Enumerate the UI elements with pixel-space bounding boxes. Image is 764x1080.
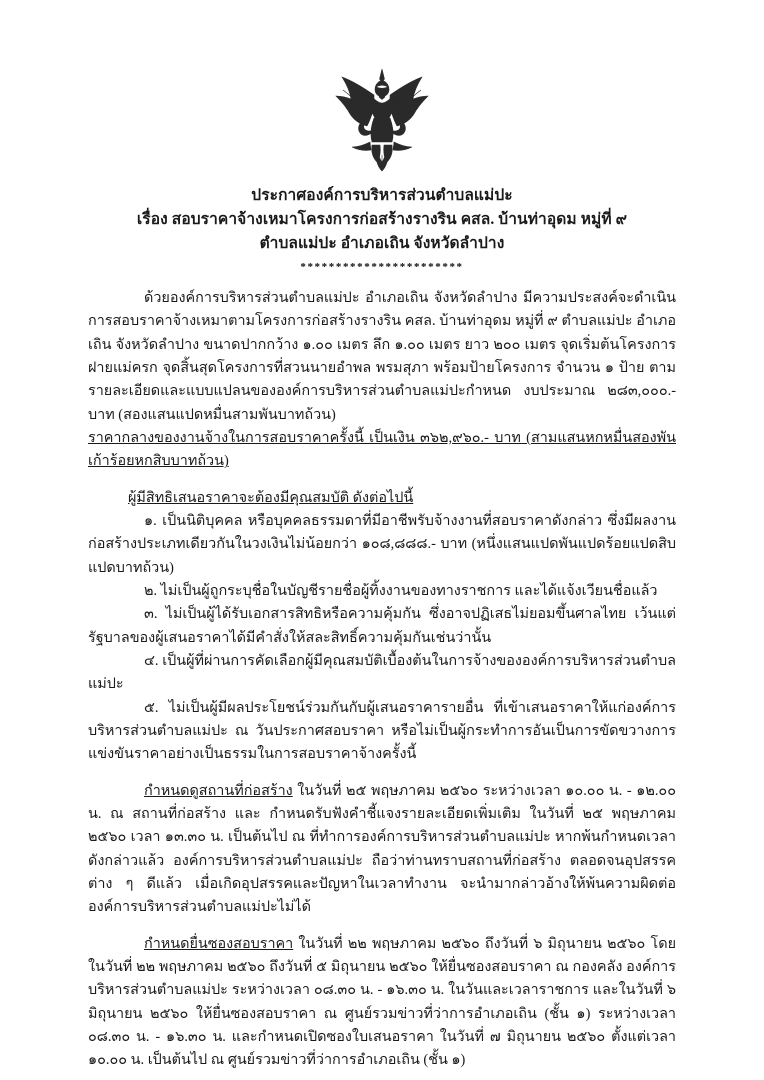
submission-paragraph — [88, 933, 676, 1073]
qualification-item — [88, 580, 676, 603]
qualification-item-text: ๒. ไม่เป็นผู้ถูกระบุชื่อในบัญชีรายชื่อผู้ทิ้งงานของทางราชการ และได้แจ้งเวียนชื่อแล้ว — [144, 582, 658, 599]
heading-line-3: ตำบลแม่ปะ อำเภอเถิน จังหวัดลำปาง — [259, 235, 505, 253]
heading-line-1: ประกาศองค์การบริหารส่วนตำบลแม่ปะ — [251, 187, 513, 204]
submission-title: กำหนดยื่นซองสอบราคา — [144, 935, 294, 952]
submission-text: กำหนดยื่นซองสอบราคา ในวันที่ ๒๒ พฤษภาคม ๒๕๖๐ ถึงวันที่ ๖ มิถุนายน ๒๕๖๐ โดยในวันที่ ๒๒ พฤษภาคม ๒๕๖๐ ถึงวันที่ ๕ มิถุนายน ๒๕๖๐ ให้ยื่นซองสอบราคา ณ กองคลัง องค์การบริหารส่วนตำบลแม่ปะ ระหว่างเวลา ๐๘.๓๐ น. - ๑๖.๓๐ น. ในวันและเวลาราชการ และในวันที่ ๖ มิถุนายน ๒๕๖๐ ให้ยื่นซองสอบราคา ณ ศูนย์รวมข่าวที่ว่าการอำเภอเถิน (ชั้น ๑) ระหว่างเวลา ๐๘.๓๐ น. - ๑๖.๓๐ น. และกำหนดเปิดซองใบเสนอราคา ในวันที่ ๗ มิถุนายน ๒๕๖๐ ตั้งแต่เวลา ๑๐.๐๐ น. เป็นต้นไป ณ ศูนย์รวมข่าวที่ว่าการอำเภอเถิน (ชั้น ๑) — [88, 935, 676, 1069]
heading-line-2: เรื่อง สอบราคาจ้างเหมาโครงการก่อสร้างรางริน คสล. บ้านท่าอุดม หมู่ที่ ๙ — [136, 211, 628, 229]
document-body — [88, 287, 676, 1073]
spacer — [88, 920, 676, 933]
spacer — [88, 767, 676, 780]
spacer — [88, 474, 676, 487]
site-visit-text: กำหนดดูสถานที่ก่อสร้าง ในวันที่ ๒๕ พฤษภาคม ๒๕๖๐ ระหว่างเวลา ๑๐.๐๐ น. - ๑๒.๐๐ น. ณ สถานที่ก่อสร้าง และ กำหนดรับฟังคำชี้แจงรายละเอียดเพิ่มเติม ในวันที่ ๒๕ พฤษภาคม ๒๕๖๐ เวลา ๑๓.๓๐ น. เป็นต้นไป ณ ที่ทำการองค์การบริหารส่วนตำบลแม่ปะ หากพ้นกำหนดเวลาดังกล่าวแล้ว องค์การบริหารส่วนตำบลแม่ปะ ถือว่าท่านทราบสถานที่ก่อสร้าง ตลอดจนอุปสรรคต่าง ๆ ดีแล้ว เมื่อเกิดอุปสรรคและปัญหาในเวลาทำงาน จะนำมากล่าวอ้างให้พ้นความผิดต่อองค์การบริหารส่วนตำบลแม่ปะไม่ได้ — [88, 782, 676, 916]
site-visit-paragraph — [88, 780, 676, 920]
qualification-item-text: ๕. ไม่เป็นผู้มีผลประโยชน์ร่วมกันกับผู้เสนอราคารายอื่น ที่เข้าเสนอราคาให้แก่องค์การบริหารส่วนตำบลแม่ปะ ณ วันประกาศสอบราคา หรือไม่เป็นผู้กระทำการอันเป็นการขัดขวางการแข่งขันราคาอย่างเป็นธรรมในการสอบราคาจ้างครั้งนี้ — [88, 699, 676, 763]
intro-text: ด้วยองค์การบริหารส่วนตำบลแม่ปะ อำเภอเถิน จังหวัดลำปาง มีความประสงค์จะดำเนินการสอบราคาจ้างเหมาตามโครงการก่อสร้างรางริน คสล. บ้านท่าอุดม หมู่ที่ ๙ ตำบลแม่ปะ อำเภอเถิน จังหวัดลำปาง ขนาดปากกว้าง ๑.๐๐ เมตร ลึก ๑.๐๐ เมตร ยาว ๒๐๐ เมตร จุดเริ่มต้นโครงการฝายแม่ครก จุดสิ้นสุดโครงการที่สวนนายอำพล พรมสุภา พร้อมป้ายโครงการ จำนวน ๑ ป้าย ตามรายละเอียดและแบบแปลนขององค์การบริหารส่วนตำบลแม่ปะกำหนด งบประมาณ ๒๘๓,๐๐๐.- บาท (สองแสนแปดหมื่นสามพันบาทถ้วน) — [88, 290, 676, 423]
heading-star-divider: *********************** — [300, 261, 464, 274]
site-visit-title: กำหนดดูสถานที่ก่อสร้าง — [144, 782, 293, 799]
median-price-text: ราคากลางของงานจ้างในการสอบราคาครั้งนี้ เป็นเงิน ๓๖๒,๙๖๐.- บาท (สามแสนหกหมื่นสองพันเก้าร้อยหกสิบบาทถ้วน) — [88, 430, 676, 470]
emblem-container — [88, 56, 676, 174]
qualification-item-text: ๑. เป็นนิติบุคคล หรือบุคคลธรรมดาที่มีอาชีพรับจ้างงานที่สอบราคาดังกล่าว ซึ่งมีผลงานก่อสร้างประเภทเดียวกันในวงเงินไม่น้อยกว่า ๑๐๘,๘๘๘.- บาท (หนึ่งแสนแปดพันแปดร้อยแปดสิบแปดบาทถ้วน) — [88, 513, 676, 576]
intro-paragraph — [88, 287, 676, 427]
qualification-item — [88, 510, 676, 580]
qualification-item — [88, 697, 676, 767]
qualifications-title: ผู้มีสิทธิเสนอราคาจะต้องมีคุณสมบัติ ดังต่อไปนี้ — [128, 489, 414, 506]
document-heading — [88, 184, 676, 256]
garuda-emblem — [328, 62, 436, 174]
median-price-paragraph — [88, 427, 676, 474]
qualification-item — [88, 650, 676, 697]
qualification-item — [88, 603, 676, 650]
qualification-item-text: ๔. เป็นผู้ที่ผ่านการคัดเลือกผู้มีคุณสมบัติเบื้องต้นในการจ้างขององค์การบริหารส่วนตำบลแม่ปะ — [88, 652, 676, 693]
qualifications-title-paragraph — [88, 487, 676, 510]
qualification-item-text: ๓. ไม่เป็นผู้ได้รับเอกสารสิทธิหรือความคุ้มกัน ซึ่งอาจปฏิเสธไม่ยอมขึ้นศาลไทย เว้นแต่รัฐบาลของผู้เสนอราคาได้มีคำสั่งให้สละสิทธิ์ความคุ้มกันเช่นว่านั้น — [88, 606, 676, 646]
